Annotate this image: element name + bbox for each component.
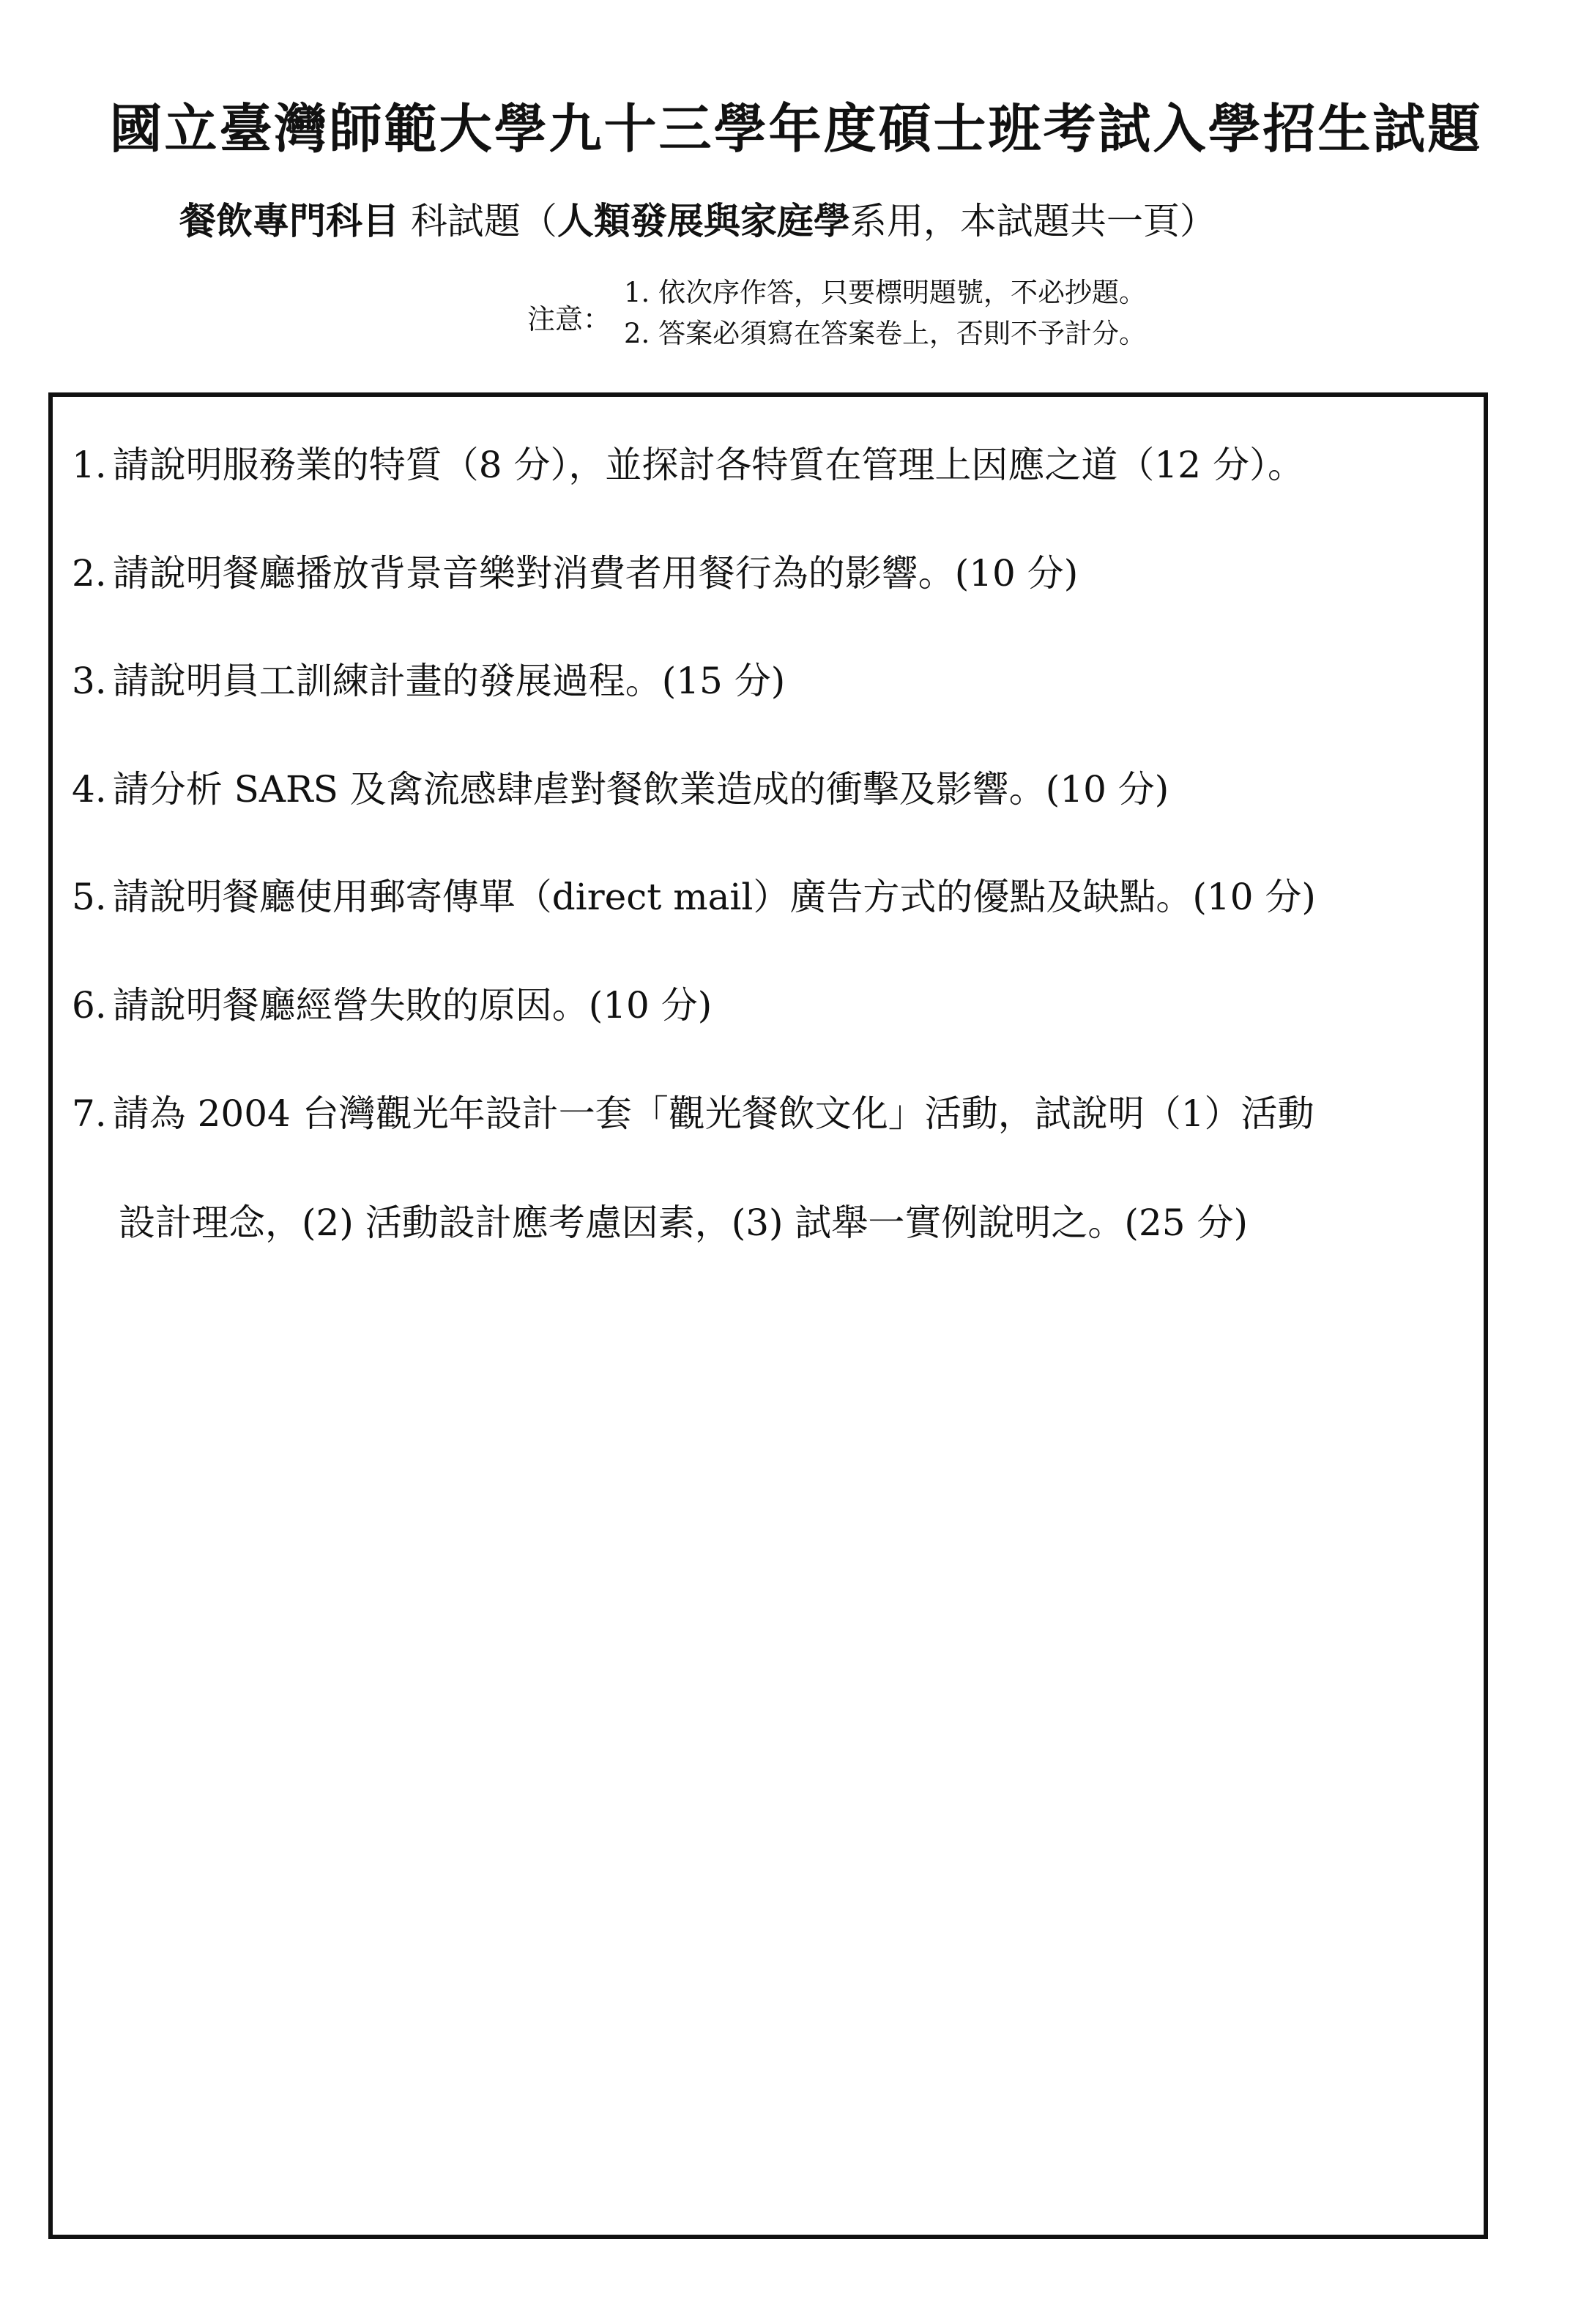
question-1	[72, 436, 1304, 488]
question-text: 請說明餐廳使用郵寄傳單（direct mail）廣告方式的優點及缺點。(10 分)	[112, 876, 1316, 918]
department-suffix: 系用，本試題共一頁）	[849, 200, 1216, 242]
question-text: 請為 2004 台灣觀光年設計一套「觀光餐飲文化」活動，試說明（1）活動	[112, 1092, 1314, 1135]
notes-list	[624, 272, 1146, 354]
note-item: 1. 依次序作答，只要標明題號，不必抄題。	[624, 277, 1147, 308]
department-name: 人類發展與家庭學	[557, 200, 850, 242]
question-number: 3.	[72, 660, 107, 702]
exam-subtitle	[179, 192, 1216, 245]
question-number: 7.	[72, 1092, 107, 1135]
question-text: 請說明餐廳播放背景音樂對消費者用餐行為的影響。(10 分)	[112, 552, 1079, 595]
note-item: 2. 答案必須寫在答案卷上，否則不予計分。	[624, 318, 1147, 349]
question-3	[72, 652, 785, 704]
subject-suffix: 科試題（	[410, 200, 557, 242]
question-text: 請說明餐廳經營失敗的原因。(10 分)	[112, 984, 713, 1027]
question-7	[72, 1084, 1314, 1137]
notes-label: 注意：	[527, 303, 611, 335]
question-6	[72, 976, 712, 1029]
question-text: 請分析 SARS 及禽流感肆虐對餐飲業造成的衝擊及影響。(10 分)	[112, 768, 1169, 811]
question-number: 1.	[72, 444, 107, 486]
question-4	[72, 760, 1169, 813]
question-7-continuation: 設計理念，(2) 活動設計應考慮因素，(3) 試舉一實例說明之。(25 分)	[119, 1202, 1248, 1244]
subject-name: 餐飲專門科目	[179, 200, 399, 242]
question-number: 4.	[72, 768, 107, 811]
question-number: 6.	[72, 984, 107, 1027]
question-number: 2.	[72, 552, 107, 595]
question-text: 請說明服務業的特質（8 分），並探討各特質在管理上因應之道（12 分）。	[112, 444, 1304, 486]
question-number: 5.	[72, 876, 107, 918]
exam-title: 國立臺灣師範大學九十三學年度碩士班考試入學招生試題	[109, 98, 1483, 160]
question-text: 請說明員工訓練計畫的發展過程。(15 分)	[112, 660, 786, 702]
question-2	[72, 544, 1078, 597]
question-5	[72, 868, 1316, 920]
